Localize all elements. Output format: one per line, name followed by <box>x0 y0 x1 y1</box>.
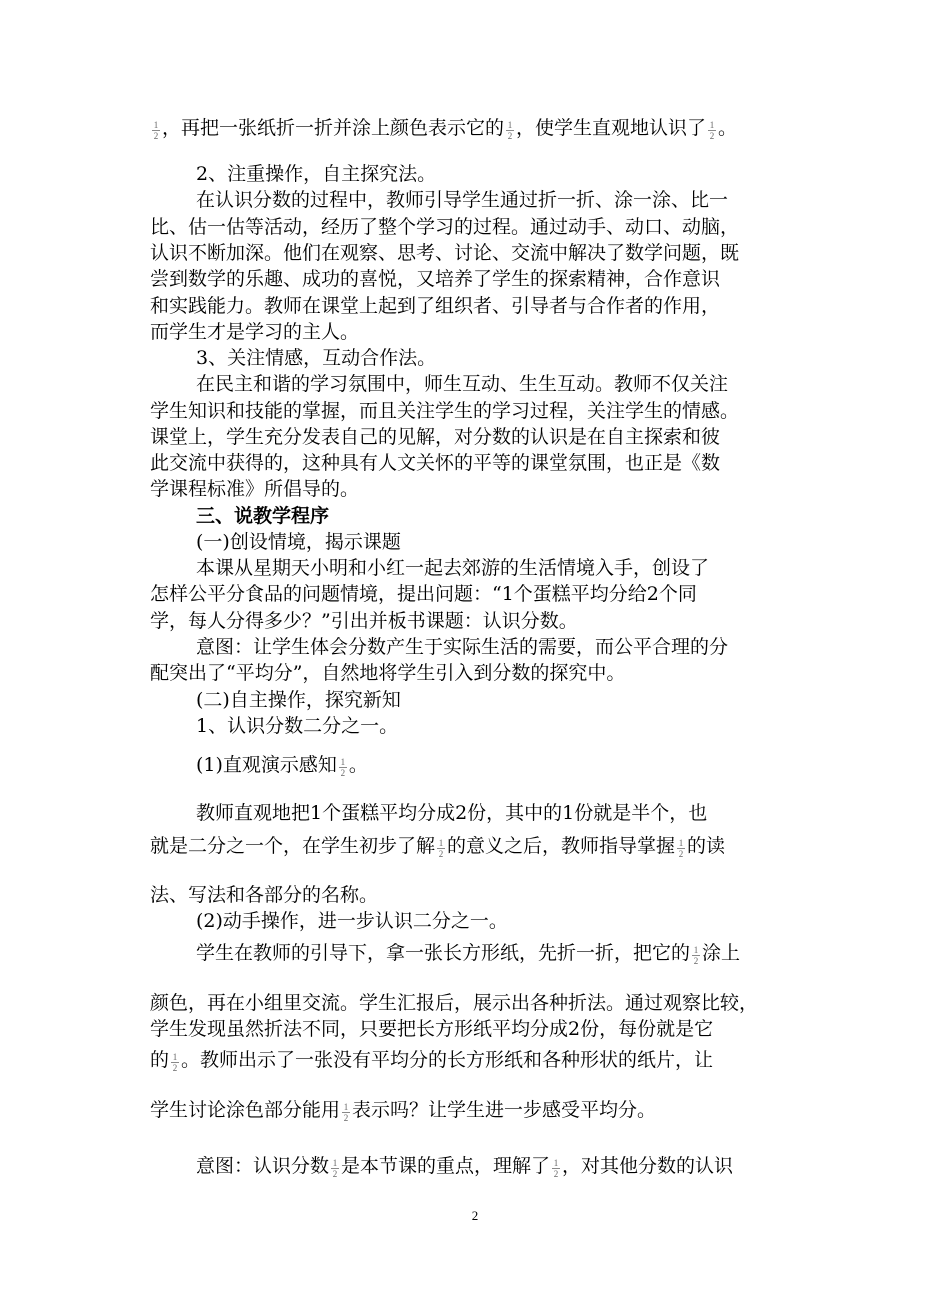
text-segment: 的读 <box>687 835 726 857</box>
text-line <box>196 161 856 187</box>
text-line <box>196 529 856 555</box>
text-segment: 教师直观地把1个蛋糕平均分成2份，其中的1份就是半个，也 <box>196 802 708 824</box>
text-segment: 认识不断加深。他们在观察、思考、讨论、交流中解决了数学问题，既 <box>150 242 740 264</box>
text-line <box>150 319 855 345</box>
fraction-one-half <box>330 1154 340 1180</box>
text-line <box>196 752 856 779</box>
fraction-one-half <box>436 834 446 860</box>
fraction-denominator: 2 <box>172 1063 178 1073</box>
text-segment: 三、说教学程序 <box>196 505 330 527</box>
fraction-one-half <box>341 1098 351 1124</box>
text-segment: 。 <box>718 117 738 139</box>
text-segment: 涂上 <box>702 942 741 964</box>
text-line <box>196 908 856 934</box>
text-segment: ，对其他分数的认识 <box>562 1155 734 1177</box>
text-line <box>150 660 855 686</box>
fraction-numerator: 1 <box>693 945 699 955</box>
fraction-numerator: 1 <box>340 757 346 767</box>
text-line <box>196 713 856 739</box>
fraction-numerator: 1 <box>553 1158 559 1168</box>
text-segment: (一)创设情境，揭示课题 <box>196 531 401 553</box>
text-line <box>150 398 855 424</box>
text-line <box>150 581 855 607</box>
fraction-numerator: 1 <box>332 1158 338 1168</box>
text-line <box>150 476 855 502</box>
text-line <box>150 424 855 450</box>
text-segment: (2)动手操作，进一步认识二分之一。 <box>196 910 508 932</box>
text-segment: 配突出了“平均分”，自然地将学生引入到分数的探究中。 <box>150 662 626 684</box>
fraction-numerator: 1 <box>343 1102 349 1112</box>
text-line <box>196 634 856 660</box>
text-segment: 在认识分数的过程中，教师引导学生通过折一折、涂一涂、比一 <box>196 189 729 211</box>
text-line <box>150 990 855 1016</box>
fraction-denominator: 2 <box>507 131 513 141</box>
text-segment: 学课程标准》所倡导的。 <box>150 478 360 500</box>
text-segment: 法、写法和各部分的名称。 <box>150 884 379 906</box>
fraction-one-half <box>170 1048 180 1074</box>
text-segment: 颜色，再在小组里交流。学生汇报后，展示出各种折法。通过观察比较， <box>150 992 759 1014</box>
text-segment: 学，每人分得多少？”引出并板书课题：认识分数。 <box>150 610 578 632</box>
text-segment: (二)自主操作，探究新知 <box>196 689 401 711</box>
fraction-one-half <box>676 834 686 860</box>
text-segment: ，再把一张纸折一折并涂上颜色表示它的 <box>162 117 505 139</box>
fraction-one-half <box>551 1154 561 1180</box>
text-segment: 学生讨论涂色部分能用 <box>150 1099 341 1121</box>
text-segment: 1、认识分数二分之一。 <box>196 715 399 737</box>
text-line <box>150 293 855 319</box>
text-line <box>150 240 855 266</box>
text-segment: 本课从星期天小明和小红一起去郊游的生活情境入手，创设了 <box>196 557 710 579</box>
text-line <box>150 1047 855 1074</box>
text-segment: 怎样公平分食品的问题情境，提出问题：“1个蛋糕平均分给2个同 <box>150 583 697 605</box>
fraction-denominator: 2 <box>553 1169 559 1179</box>
text-segment: 而学生才是学习的主人。 <box>150 321 360 343</box>
text-line <box>196 1153 856 1180</box>
text-line <box>196 187 856 213</box>
fraction-numerator: 1 <box>153 120 159 130</box>
text-line <box>196 345 856 371</box>
fraction-denominator: 2 <box>343 1113 349 1123</box>
text-segment: 2、注重操作，自主探究法。 <box>196 163 437 185</box>
text-segment: 和实践能力。教师在课堂上起到了组织者、引导者与合作者的作用， <box>150 295 721 317</box>
fraction-denominator: 2 <box>332 1169 338 1179</box>
text-segment: 。 <box>348 754 368 776</box>
text-line <box>196 371 856 397</box>
text-line <box>150 450 855 476</box>
text-segment: 意图：认识分数 <box>196 1155 330 1177</box>
text-segment: 意图：让学生体会分数产生于实际生活的需要，而公平合理的分 <box>196 636 729 658</box>
text-segment: 比、估一估等活动，经历了整个学习的过程。通过动手、动口、动脑， <box>150 216 740 238</box>
text-line <box>150 214 855 240</box>
text-line <box>150 833 855 860</box>
text-line <box>150 115 855 142</box>
fraction-numerator: 1 <box>709 120 715 130</box>
text-segment: 表示吗？让学生进一步感受平均分。 <box>352 1099 657 1121</box>
text-line <box>150 608 855 634</box>
fraction-one-half <box>691 941 701 967</box>
text-segment: 课堂上，学生充分发表自己的见解，对分数的认识是在自主探索和彼 <box>150 426 721 448</box>
fraction-denominator: 2 <box>438 849 444 859</box>
text-segment: 学生知识和技能的掌握，而且关注学生的学习过程，关注学生的情感。 <box>150 400 740 422</box>
text-line <box>196 940 856 967</box>
text-segment: 学生在教师的引导下，拿一张长方形纸，先折一折，把它的 <box>196 942 691 964</box>
fraction-denominator: 2 <box>340 768 346 778</box>
text-line <box>196 555 856 581</box>
text-line <box>150 1097 855 1124</box>
text-segment: 就是二分之一个，在学生初步了解 <box>150 835 436 857</box>
fraction-denominator: 2 <box>709 131 715 141</box>
fraction-numerator: 1 <box>172 1052 178 1062</box>
text-segment: 的 <box>150 1049 170 1071</box>
fraction-one-half <box>505 116 515 142</box>
text-segment: 3、关注情感，互动合作法。 <box>196 347 437 369</box>
text-line <box>196 800 856 826</box>
text-line <box>150 266 855 292</box>
section-heading <box>196 503 856 529</box>
text-segment: 。教师出示了一张没有平均分的长方形纸和各种形状的纸片，让 <box>181 1049 714 1071</box>
text-line <box>196 687 856 713</box>
text-line <box>150 1016 855 1042</box>
fraction-denominator: 2 <box>153 131 159 141</box>
text-segment: 在民主和谐的学习氛围中，师生互动、生生互动。教师不仅关注 <box>196 373 729 395</box>
text-segment: (1)直观演示感知 <box>196 754 337 776</box>
text-segment: 尝到数学的乐趣、成功的喜悦，又培养了学生的探索精神，合作意识 <box>150 268 721 290</box>
text-segment: 是本节课的重点，理解了 <box>341 1155 551 1177</box>
fraction-numerator: 1 <box>507 120 513 130</box>
fraction-numerator: 1 <box>438 838 444 848</box>
fraction-one-half <box>338 753 348 779</box>
text-segment: 的意义之后，教师指导掌握 <box>447 835 676 857</box>
text-segment: ，使学生直观地认识了 <box>516 117 707 139</box>
fraction-one-half <box>151 116 161 142</box>
fraction-denominator: 2 <box>678 849 684 859</box>
fraction-denominator: 2 <box>693 956 699 966</box>
fraction-one-half <box>707 116 717 142</box>
text-segment: 此交流中获得的，这种具有人文关怀的平等的课堂氛围，也正是《数 <box>150 452 721 474</box>
page-number: 2 <box>471 1208 479 1223</box>
fraction-numerator: 1 <box>678 838 684 848</box>
text-segment: 学生发现虽然折法不同，只要把长方形纸平均分成2份，每份就是它 <box>150 1018 714 1040</box>
text-line <box>150 882 855 908</box>
